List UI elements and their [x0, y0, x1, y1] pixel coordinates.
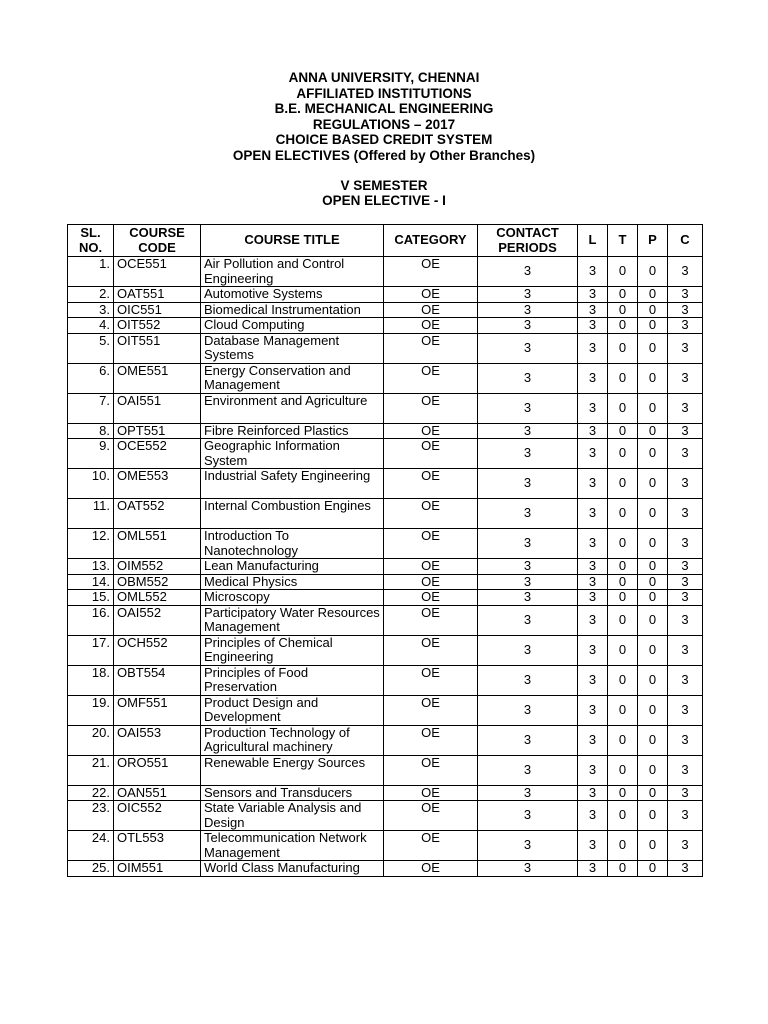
cell-title: Air Pollution and Control Engineering [201, 257, 384, 287]
cell-p: 0 [638, 755, 668, 785]
table-row [68, 423, 703, 439]
table-row [68, 469, 703, 499]
cell-l: 3 [578, 559, 608, 575]
cell-category: OE [384, 363, 478, 393]
cell-category: OE [384, 574, 478, 590]
col-header-c: C [668, 225, 703, 257]
cell-sl: 11. [68, 499, 114, 529]
cell-t: 0 [608, 861, 638, 877]
cell-title: Internal Combustion Engines [201, 499, 384, 529]
cell-c: 3 [668, 363, 703, 393]
cell-periods: 3 [478, 695, 578, 725]
cell-code: OAI552 [114, 605, 201, 635]
cell-c: 3 [668, 590, 703, 606]
col-header-t: T [608, 225, 638, 257]
cell-l: 3 [578, 499, 608, 529]
open-elective-table [67, 224, 703, 877]
cell-title: Geographic Information System [201, 439, 384, 469]
cell-category: OE [384, 529, 478, 559]
cell-periods: 3 [478, 574, 578, 590]
cell-periods: 3 [478, 831, 578, 861]
cell-c: 3 [668, 665, 703, 695]
cell-periods: 3 [478, 559, 578, 575]
cell-t: 0 [608, 801, 638, 831]
cell-sl: 14. [68, 574, 114, 590]
cell-periods: 3 [478, 801, 578, 831]
table-row [68, 590, 703, 606]
cell-c: 3 [668, 725, 703, 755]
cell-sl: 12. [68, 529, 114, 559]
cell-code: OME553 [114, 469, 201, 499]
cell-periods: 3 [478, 257, 578, 287]
cell-l: 3 [578, 393, 608, 423]
cell-title: Biomedical Instrumentation [201, 302, 384, 318]
cell-c: 3 [668, 499, 703, 529]
cell-c: 3 [668, 257, 703, 287]
cell-periods: 3 [478, 605, 578, 635]
cell-c: 3 [668, 318, 703, 334]
cell-p: 0 [638, 695, 668, 725]
cell-c: 3 [668, 605, 703, 635]
cell-periods: 3 [478, 861, 578, 877]
cell-category: OE [384, 695, 478, 725]
university-name: ANNA UNIVERSITY, CHENNAI [288, 70, 480, 85]
table-row [68, 861, 703, 877]
table-row [68, 801, 703, 831]
table-row [68, 605, 703, 635]
cell-title: Renewable Energy Sources [201, 755, 384, 785]
cell-p: 0 [638, 831, 668, 861]
cell-p: 0 [638, 333, 668, 363]
cell-title: Sensors and Transducers [201, 785, 384, 801]
cell-code: OPT551 [114, 423, 201, 439]
cell-title: Energy Conservation and Management [201, 363, 384, 393]
cell-category: OE [384, 559, 478, 575]
cell-t: 0 [608, 363, 638, 393]
elective-title: OPEN ELECTIVE - I [322, 193, 446, 209]
cell-l: 3 [578, 423, 608, 439]
cell-title: State Variable Analysis and Design [201, 801, 384, 831]
cell-l: 3 [578, 302, 608, 318]
cell-sl: 2. [68, 287, 114, 303]
cell-t: 0 [608, 755, 638, 785]
cell-code: OBT554 [114, 665, 201, 695]
col-header-code: COURSE CODE [114, 225, 201, 257]
cell-code: OML552 [114, 590, 201, 606]
cell-code: OCE552 [114, 439, 201, 469]
cell-p: 0 [638, 529, 668, 559]
cell-p: 0 [638, 499, 668, 529]
cell-l: 3 [578, 318, 608, 334]
cell-l: 3 [578, 469, 608, 499]
cell-sl: 17. [68, 635, 114, 665]
cell-category: OE [384, 785, 478, 801]
cell-periods: 3 [478, 439, 578, 469]
col-header-l: L [578, 225, 608, 257]
cell-c: 3 [668, 635, 703, 665]
cell-title: Database Management Systems [201, 333, 384, 363]
cell-category: OE [384, 333, 478, 363]
table-row [68, 574, 703, 590]
cell-t: 0 [608, 529, 638, 559]
table-row [68, 529, 703, 559]
cell-l: 3 [578, 785, 608, 801]
semester-title: V SEMESTER [340, 177, 428, 193]
table-row [68, 559, 703, 575]
cell-p: 0 [638, 318, 668, 334]
cell-t: 0 [608, 695, 638, 725]
cell-periods: 3 [478, 363, 578, 393]
cell-category: OE [384, 257, 478, 287]
cell-t: 0 [608, 605, 638, 635]
cell-periods: 3 [478, 302, 578, 318]
col-header-periods: CONTACT PERIODS [478, 225, 578, 257]
cell-sl: 16. [68, 605, 114, 635]
cell-category: OE [384, 725, 478, 755]
cell-p: 0 [638, 559, 668, 575]
cell-periods: 3 [478, 469, 578, 499]
cell-c: 3 [668, 393, 703, 423]
cell-t: 0 [608, 333, 638, 363]
cell-sl: 20. [68, 725, 114, 755]
cell-category: OE [384, 423, 478, 439]
cell-sl: 22. [68, 785, 114, 801]
table-row [68, 695, 703, 725]
cell-title: Automotive Systems [201, 287, 384, 303]
cell-periods: 3 [478, 499, 578, 529]
cell-p: 0 [638, 393, 668, 423]
table-row [68, 755, 703, 785]
cell-title: Participatory Water Resources Management [201, 605, 384, 635]
cell-periods: 3 [478, 529, 578, 559]
cell-periods: 3 [478, 755, 578, 785]
cell-t: 0 [608, 499, 638, 529]
cell-p: 0 [638, 861, 668, 877]
cell-t: 0 [608, 725, 638, 755]
cell-code: OIC552 [114, 801, 201, 831]
cell-l: 3 [578, 439, 608, 469]
cell-c: 3 [668, 287, 703, 303]
cell-category: OE [384, 469, 478, 499]
cell-periods: 3 [478, 635, 578, 665]
cell-title: Lean Manufacturing [201, 559, 384, 575]
cell-sl: 13. [68, 559, 114, 575]
table-row [68, 333, 703, 363]
col-header-category: CATEGORY [384, 225, 478, 257]
cell-title: Principles of Chemical Engineering [201, 635, 384, 665]
cell-l: 3 [578, 605, 608, 635]
cell-c: 3 [668, 861, 703, 877]
table-row [68, 257, 703, 287]
cell-code: OIT551 [114, 333, 201, 363]
cell-t: 0 [608, 785, 638, 801]
cell-p: 0 [638, 605, 668, 635]
table-row [68, 287, 703, 303]
cell-sl: 18. [68, 665, 114, 695]
cell-sl: 5. [68, 333, 114, 363]
cell-l: 3 [578, 831, 608, 861]
cell-title: Cloud Computing [201, 318, 384, 334]
cell-l: 3 [578, 363, 608, 393]
cell-c: 3 [668, 785, 703, 801]
cell-code: OIM551 [114, 861, 201, 877]
cell-t: 0 [608, 318, 638, 334]
cell-category: OE [384, 287, 478, 303]
cell-code: OTL553 [114, 831, 201, 861]
table-row [68, 635, 703, 665]
cell-l: 3 [578, 635, 608, 665]
cell-title: Product Design and Development [201, 695, 384, 725]
degree-program: B.E. MECHANICAL ENGINEERING [274, 101, 494, 117]
cell-periods: 3 [478, 318, 578, 334]
cell-p: 0 [638, 423, 668, 439]
cell-code: OAN551 [114, 785, 201, 801]
cell-sl: 21. [68, 755, 114, 785]
cell-sl: 19. [68, 695, 114, 725]
col-header-title: COURSE TITLE [201, 225, 384, 257]
col-header-p: P [638, 225, 668, 257]
cell-category: OE [384, 590, 478, 606]
cell-t: 0 [608, 559, 638, 575]
cell-l: 3 [578, 801, 608, 831]
cell-code: OCE551 [114, 257, 201, 287]
cell-title: Microscopy [201, 590, 384, 606]
cell-p: 0 [638, 785, 668, 801]
table-row [68, 725, 703, 755]
cell-sl: 7. [68, 393, 114, 423]
cell-l: 3 [578, 695, 608, 725]
cell-t: 0 [608, 423, 638, 439]
cell-category: OE [384, 861, 478, 877]
cell-sl: 3. [68, 302, 114, 318]
cell-code: OML551 [114, 529, 201, 559]
cell-title: Production Technology of Agricultural machinery [201, 725, 384, 755]
cell-periods: 3 [478, 785, 578, 801]
cell-sl: 4. [68, 318, 114, 334]
cell-p: 0 [638, 287, 668, 303]
cell-c: 3 [668, 333, 703, 363]
cell-l: 3 [578, 257, 608, 287]
table-row [68, 665, 703, 695]
cell-p: 0 [638, 574, 668, 590]
cell-t: 0 [608, 635, 638, 665]
cell-category: OE [384, 635, 478, 665]
cell-code: OIT552 [114, 318, 201, 334]
cell-l: 3 [578, 529, 608, 559]
cell-p: 0 [638, 363, 668, 393]
cell-p: 0 [638, 302, 668, 318]
table-row [68, 499, 703, 529]
table-row [68, 318, 703, 334]
cell-code: ORO551 [114, 755, 201, 785]
cell-t: 0 [608, 469, 638, 499]
regulations: REGULATIONS – 2017 [312, 116, 456, 132]
cell-p: 0 [638, 725, 668, 755]
cell-p: 0 [638, 257, 668, 287]
electives-heading: OPEN ELECTIVES (Offered by Other Branches) [232, 147, 536, 163]
cell-l: 3 [578, 725, 608, 755]
cell-c: 3 [668, 529, 703, 559]
cell-category: OE [384, 755, 478, 785]
cell-c: 3 [668, 559, 703, 575]
cell-code: OME551 [114, 363, 201, 393]
cell-l: 3 [578, 333, 608, 363]
table-body [68, 257, 703, 877]
table-row [68, 302, 703, 318]
cell-l: 3 [578, 755, 608, 785]
cell-t: 0 [608, 574, 638, 590]
cell-periods: 3 [478, 287, 578, 303]
cell-sl: 15. [68, 590, 114, 606]
cell-title: Medical Physics [201, 574, 384, 590]
cell-category: OE [384, 439, 478, 469]
table-row [68, 439, 703, 469]
cell-periods: 3 [478, 393, 578, 423]
cell-c: 3 [668, 302, 703, 318]
cell-title: Fibre Reinforced Plastics [201, 423, 384, 439]
cell-t: 0 [608, 302, 638, 318]
credit-system: CHOICE BASED CREDIT SYSTEM [275, 132, 493, 148]
cell-title: Environment and Agriculture [201, 393, 384, 423]
table-row [68, 785, 703, 801]
cell-category: OE [384, 318, 478, 334]
cell-c: 3 [668, 801, 703, 831]
cell-title: World Class Manufacturing [201, 861, 384, 877]
cell-title: Principles of Food Preservation [201, 665, 384, 695]
cell-p: 0 [638, 590, 668, 606]
cell-sl: 23. [68, 801, 114, 831]
cell-code: OAI551 [114, 393, 201, 423]
document-header [0, 70, 768, 209]
col-header-sl: SL. NO. [68, 225, 114, 257]
cell-c: 3 [668, 695, 703, 725]
cell-code: OAT551 [114, 287, 201, 303]
cell-periods: 3 [478, 665, 578, 695]
cell-periods: 3 [478, 333, 578, 363]
cell-code: OAT552 [114, 499, 201, 529]
cell-t: 0 [608, 287, 638, 303]
institution-type: AFFILIATED INSTITUTIONS [296, 85, 472, 101]
cell-l: 3 [578, 665, 608, 695]
table-row [68, 393, 703, 423]
cell-p: 0 [638, 635, 668, 665]
cell-title: Introduction To Nanotechnology [201, 529, 384, 559]
cell-p: 0 [638, 469, 668, 499]
cell-c: 3 [668, 469, 703, 499]
cell-sl: 24. [68, 831, 114, 861]
cell-sl: 9. [68, 439, 114, 469]
cell-sl: 10. [68, 469, 114, 499]
cell-category: OE [384, 665, 478, 695]
cell-periods: 3 [478, 725, 578, 755]
cell-code: OMF551 [114, 695, 201, 725]
cell-t: 0 [608, 393, 638, 423]
cell-t: 0 [608, 257, 638, 287]
cell-category: OE [384, 831, 478, 861]
cell-category: OE [384, 605, 478, 635]
cell-sl: 25. [68, 861, 114, 877]
cell-l: 3 [578, 861, 608, 877]
cell-p: 0 [638, 439, 668, 469]
table-header-row [68, 225, 703, 257]
cell-t: 0 [608, 665, 638, 695]
cell-code: OCH552 [114, 635, 201, 665]
cell-sl: 8. [68, 423, 114, 439]
cell-title: Industrial Safety Engineering [201, 469, 384, 499]
cell-l: 3 [578, 287, 608, 303]
table-row [68, 363, 703, 393]
cell-category: OE [384, 801, 478, 831]
cell-c: 3 [668, 423, 703, 439]
cell-l: 3 [578, 590, 608, 606]
table-row [68, 831, 703, 861]
cell-sl: 1. [68, 257, 114, 287]
cell-category: OE [384, 302, 478, 318]
cell-t: 0 [608, 831, 638, 861]
cell-code: OIC551 [114, 302, 201, 318]
cell-code: OAI553 [114, 725, 201, 755]
cell-l: 3 [578, 574, 608, 590]
cell-sl: 6. [68, 363, 114, 393]
cell-title: Telecommunication Network Management [201, 831, 384, 861]
cell-c: 3 [668, 831, 703, 861]
cell-periods: 3 [478, 590, 578, 606]
cell-c: 3 [668, 574, 703, 590]
cell-c: 3 [668, 755, 703, 785]
cell-code: OBM552 [114, 574, 201, 590]
cell-periods: 3 [478, 423, 578, 439]
cell-code: OIM552 [114, 559, 201, 575]
cell-category: OE [384, 499, 478, 529]
cell-category: OE [384, 393, 478, 423]
cell-c: 3 [668, 439, 703, 469]
cell-t: 0 [608, 439, 638, 469]
cell-t: 0 [608, 590, 638, 606]
cell-p: 0 [638, 801, 668, 831]
cell-p: 0 [638, 665, 668, 695]
